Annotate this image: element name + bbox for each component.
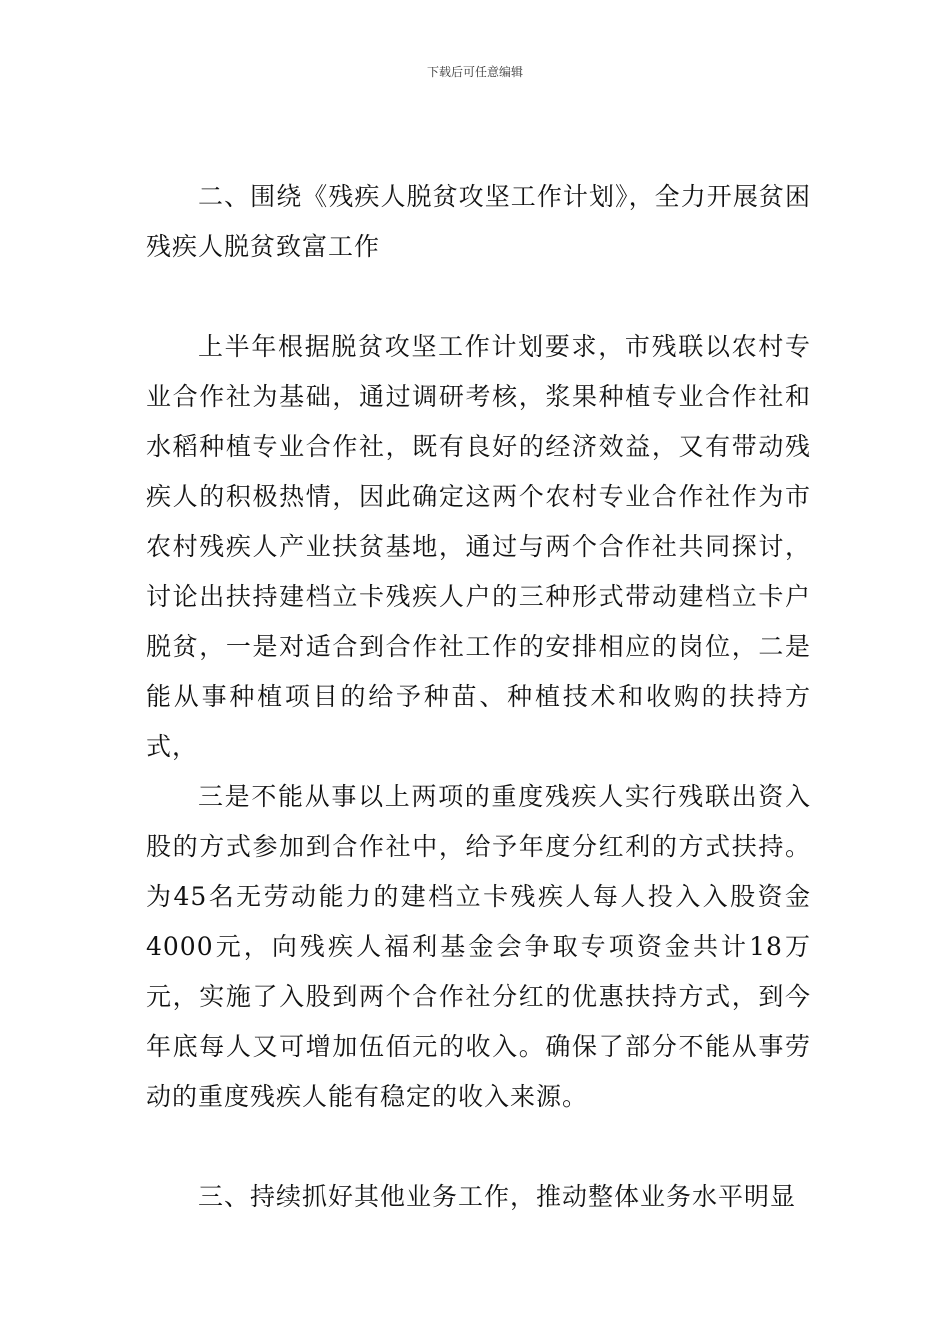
page-header: 下载后可任意编辑: [426, 65, 523, 79]
body-paragraph: 上半年根据脱贫攻坚工作计划要求，市残联以农村专业合作社为基础，通过调研考核，浆果种植专业合作社和水稻种植专业合作社，既有良好的经济效益，又有带动残疾人的积极热情，因此确定这两个农村专业合作社作为市农村残疾人产业扶贫基地，通过与两个合作社共同探讨，讨论出扶持建档立卡残疾人户的三种形式带动建档立卡户脱贫，一是对适合到合作社工作的安排相应的岗位，二是能从事种植项目的给予种苗、种植技术和收购的扶持方式，: [146, 332, 811, 761]
section-heading-three: 三、持续抓好其他业务工作，推动整体业务水平明显: [198, 1182, 797, 1211]
body-paragraph: 三是不能从事以上两项的重度残疾人实行残联出资入股的方式参加到合作社中，给予年度分红利的方式扶持。为45名无劳动能力的建档立卡残疾人每人投入入股资金4000元，向残疾人福利基金会争取专项资金共计18万元，实施了入股到两个合作社分红的优惠扶持方式，到今年底每人又可增加伍佰元的收入。确保了部分不能从事劳动的重度残疾人能有稳定的收入来源。: [146, 782, 811, 1111]
section-heading-two: 二、围绕《残疾人脱贫攻坚工作计划》，全力开展贫困残疾人脱贫致富工作: [146, 182, 811, 261]
